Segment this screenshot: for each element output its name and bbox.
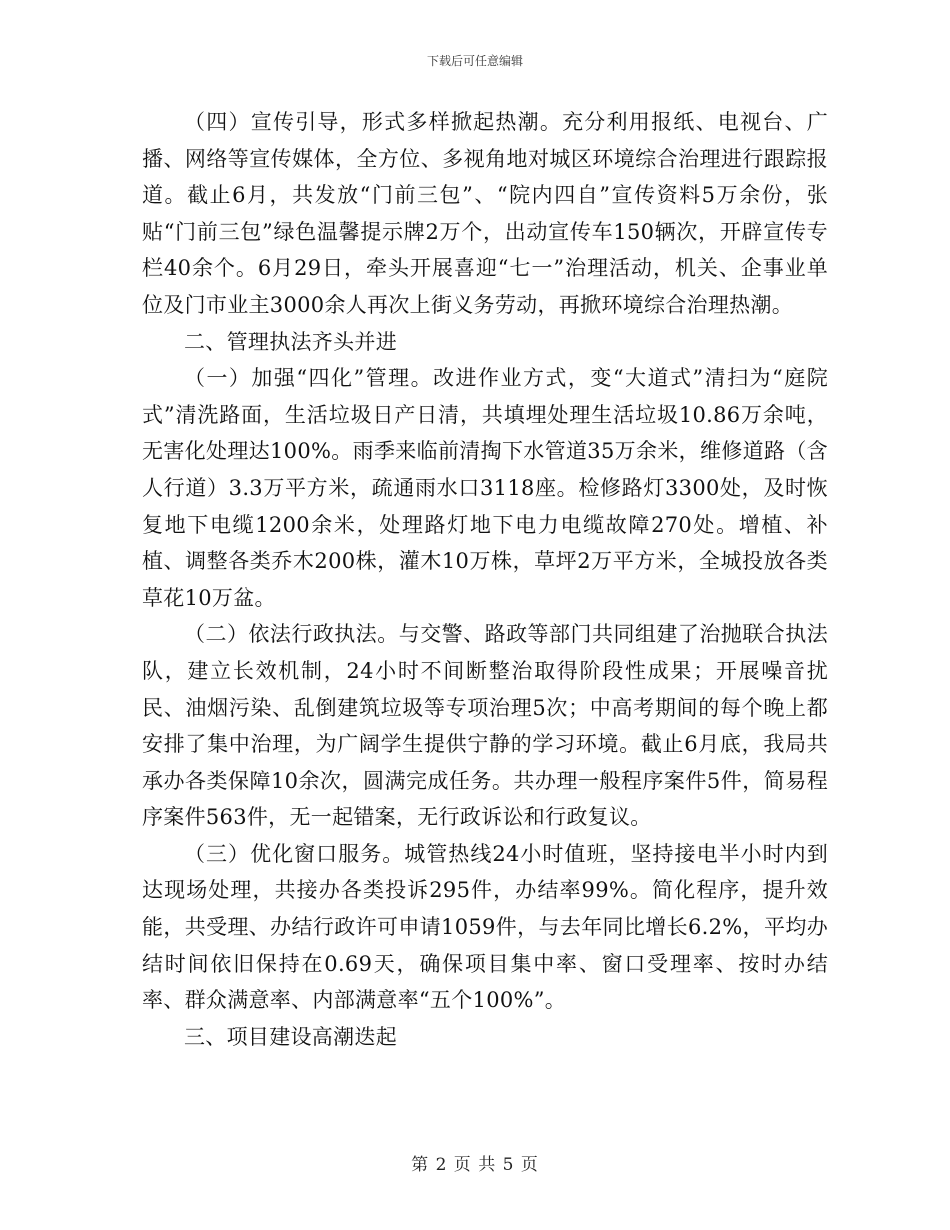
section-heading-projects: 三、项目建设高潮迭起 (184, 1024, 397, 1049)
page-header: 下载后可任意编辑 (426, 54, 523, 68)
page-number: 第 2 页 共 5 页 (411, 1155, 539, 1175)
paragraph-four-management: （一）加强“四化”管理。改进作业方式，变“大道式”清扫为“庭院式”清洗路面，生活垃圾日产日清，共填埋处理生活垃圾10.86万余吨，无害化处理达100%。雨季来临前清掏下水管道35万余米，维修道路（含人行道）3.3万平方米，疏通雨水口3118座。检修路灯3300处，及时恢复地下电缆1200余米，处理路灯地下电力电缆故障270处。增植、补植、调整各类乔木200株，灌木10万株，草坪2万平方米，全城投放各类草花10万盆。 (142, 366, 828, 610)
paragraph-window-service: （三）优化窗口服务。城管热线24小时值班，坚持接电半小时内到达现场处理，共接办各类投诉295件，办结率99%。简化程序，提升效能，共受理、办结行政许可申请1059件，与去年同比增长6.2%，平均办结时间依旧保持在0.69天，确保项目集中率、窗口受理率、按时办结率、群众满意率、内部满意率“五个100%”。 (142, 841, 828, 1013)
section-heading-management: 二、管理执法齐头并进 (184, 329, 397, 354)
document-body (142, 104, 828, 1055)
paragraph-publicity: （四）宣传引导，形式多样掀起热潮。充分利用报纸、电视台、广播、网络等宣传媒体，全方位、多视角地对城区环境综合治理进行跟踪报道。截止6月，共发放“门前三包”、“院内四自”宣传资料5万余份，张贴“门前三包”绿色温馨提示牌2万个，出动宣传车150辆次，开辟宣传专栏40余个。6月29日，牵头开展喜迎“七一”治理活动，机关、企事业单位及门市业主3000余人再次上街义务劳动，再掀环境综合治理热潮。 (142, 110, 828, 317)
paragraph-law-enforcement: （二）依法行政执法。与交警、路政等部门共同组建了治抛联合执法队，建立长效机制，24小时不间断整治取得阶段性成果；开展噪音扰民、油烟污染、乱倒建筑垃圾等专项治理5次；中高考期间的每个晚上都安排了集中治理，为广阔学生提供宁静的学习环境。截止6月底，我局共承办各类保障10余次，圆满完成任务。共办理一般程序案件5件，简易程序案件563件，无一起错案，无行政诉讼和行政复议。 (142, 622, 828, 830)
